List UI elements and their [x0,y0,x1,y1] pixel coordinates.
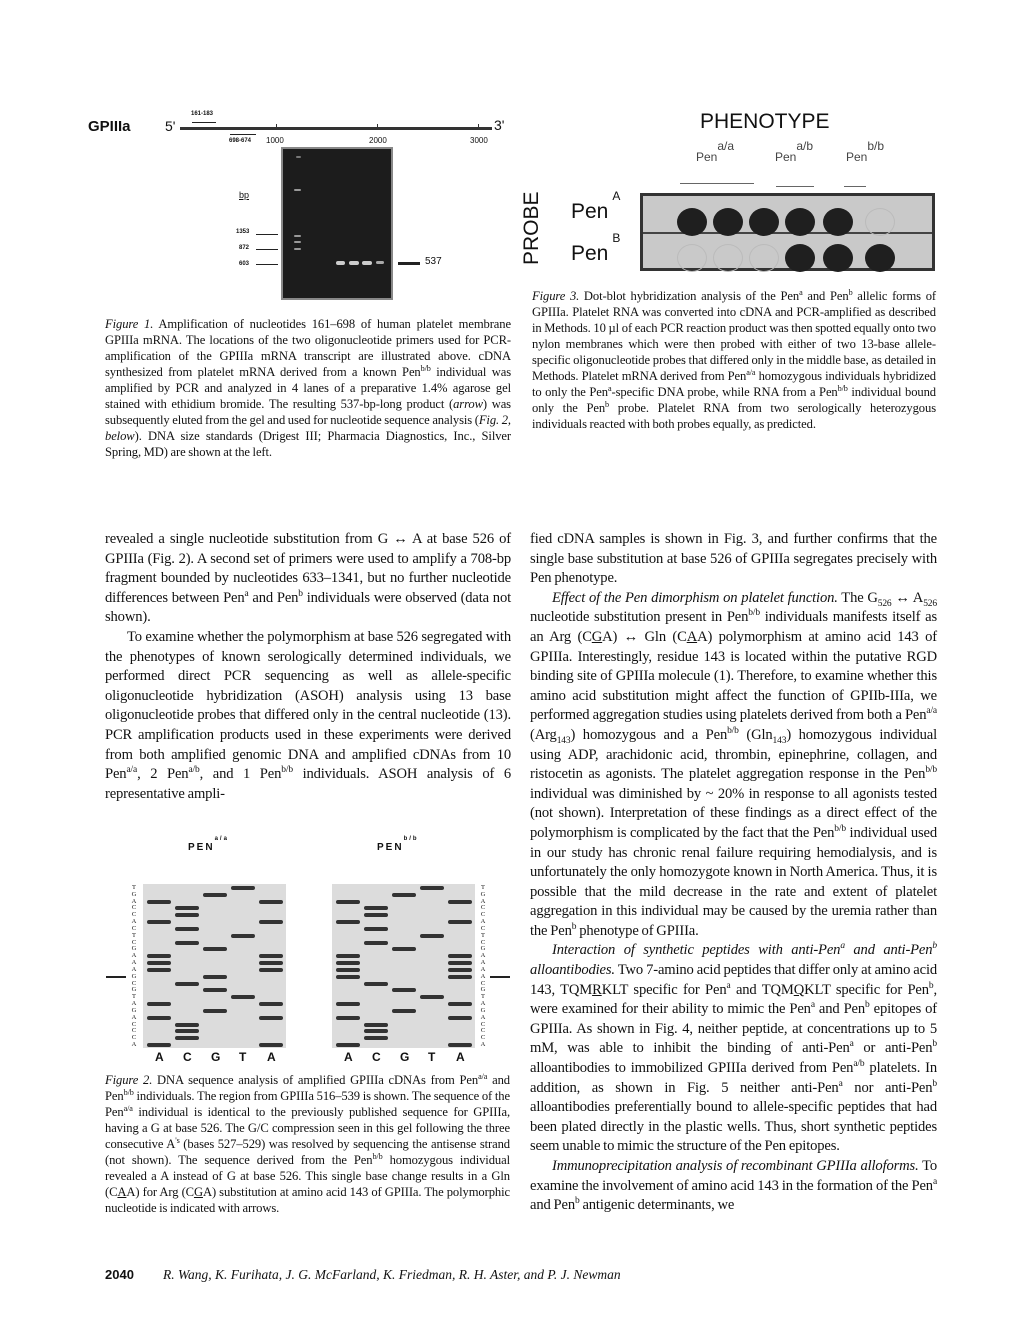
hybridization-dot [677,208,707,236]
hybridization-dot [865,244,895,272]
sequence-band [392,947,416,951]
phenotype-title: PHENOTYPE [700,110,830,133]
sequence-band [392,1009,416,1013]
sequence-letter: G [131,972,137,980]
sequence-band [203,1009,227,1013]
figure-1-caption: Figure 1. Amplification of nucleotides 161–698 of human platelet membrane GPIIIa mRNA. The locations of the two oligonucleotide primers used for PCR-amplification of the GPIIIa mRNA transcript are illustrated above. cDNA synthesized from platelet mRNA derived from a known Pen$^{b/b}$ individual was amplified by PCR and analyzed in 4 lanes of a preparative 1.4% agarose gel stained with ethidium bromide. The resulting 537-bp-long product (arrow) was subsequently eluted from the gel and used for nucleotide sequence analysis (Fig. 2, below). DNA size standards (Drigest III; Pharmacia Diagnostics, Inc., Silver Spring, MD) are shown at the left. [105,317,512,459]
sequencing-gel [143,884,286,1048]
sequence-letter: A [480,1013,486,1021]
size-marker: 1353 [236,229,250,235]
sequence-letter: T [132,931,136,939]
sequence-letter: T [481,931,485,939]
lane-label: G [211,1050,221,1064]
sequence-letter: T [481,993,485,1001]
figure-2-caption: Figure 2. DNA sequence analysis of amplified GPIIIa cDNAs from Pen$^{a/a}$ and Pen$^{b/b}$ individuals. The region from GPIIIa 516–539 is shown. The sequence of the Pen$^{a/a}$ individual is identical to the previously published sequence for GPIIIa, having a G at base 526. The G/C compression seen in this gel following the three consecutive $A^{'s}$ (bases 527–529) was resolved by sequencing the antisense strand (not shown). The sequence derived from the Pen$^{b/b}$ homozygous individual revealed a A instead of G at base 526. This single base change results in a Gln (CAA) for Arg (CGA) substitution at amino acid 143 of GPIIIa. The polymorphic nucleotide is indicated with arrows. [105,1071,511,1215]
sequence-letter: A [480,1000,486,1008]
phenotype-label: Pen$^{a/a}$ [696,139,735,164]
sequence-letter: A [131,918,137,926]
probe-a-label: Pen$^A$ [571,189,621,223]
sequence-band [336,961,360,965]
sequence-band [448,968,472,972]
sequence-letter: C [480,904,486,912]
lane-label: C [183,1050,192,1064]
sequence-band [203,975,227,979]
paragraph: Immunoprecipitation analysis of recombinant GPIIIa alloforms. To examine the involvement of amino acid 143 in the formation of the Pen$^a$ and Pen$^b$ antigenic determinants, we [530,1158,937,1214]
sequence-band [392,893,416,897]
probe-b-label: Pen$^B$ [571,231,621,265]
sequence-letter: A [480,965,486,973]
sequence-letter: G [480,1006,486,1014]
sequence-letter: G [131,986,137,994]
panel-title: $PEN^{a/a}$ [188,835,229,853]
sequence-band [147,1043,171,1047]
sequence-letter: G [131,890,137,898]
paragraph: fied cDNA samples is shown in Fig. 3, and further confirms that the single base substitution at base 526 of GPIIIa segregates precisely with Pen phenotype. [530,531,937,587]
sequence-band [147,900,171,904]
sequence-band [448,954,472,958]
hybridization-dot [785,244,815,272]
five-prime-label: 5' [165,118,176,134]
page-footer [105,1266,945,1284]
sequence-band [364,1023,388,1027]
sequence-letter: C [480,924,486,932]
paragraph: To examine whether the polymorphism at base 526 segregated with the phenotypes of known serologically determined individuals, we performed direct PCR sequencing as well as allele-specific oligonucleotide hybridization (ASOH) analysis using 13 base oligonucleotide probes that differed only in the central nucleotide (13). PCR amplification products used in these experiments were derived from both amplified genomic DNA and amplified cDNAs from 10 Pen$^{a/a}$, 2 Pen$^{a/b}$, and 1 Pen$^{b/b}$ individuals. ASOH analysis of 6 representative ampli- [105,628,512,802]
sequence-band [175,1023,199,1027]
hybridization-dot [677,244,707,272]
bp-label: bp [239,190,250,200]
sequence-band [203,947,227,951]
sequence-letter: A [131,897,137,905]
sequence-letter: A [480,1041,486,1048]
sequence-band [364,982,388,986]
scale-tick: 2000 [369,136,387,145]
sequence-band [147,920,171,924]
sequence-letter: C [131,938,137,946]
sequence-band [231,886,255,890]
sequence-band [336,1002,360,1006]
gene-label: GPIIIa [88,118,131,135]
sequence-letter: G [480,890,486,898]
sequence-band [175,927,199,931]
lane-label: A [344,1050,353,1064]
body-right-column [530,530,937,1216]
product-arrow [398,262,420,265]
figure-3-caption: Figure 3. Dot-blot hybridization analysis of the Pen$^a$ and Pen$^b$ allelic forms of GPIIIa. Platelet RNA was converted into cDNA and PCR-amplified as described in Methods. 10 µl of each PCR reaction product was then spotted equally onto two nylon membranes which were then probed with either of two 13-base allele-specific oligonucleotide probes that differed only in the middle base, as detailed in Methods. Platelet mRNA derived from Pen$^{a/a}$ homozygous individuals hybridized to only the Pen$^a$-specific DNA probe, while RNA from a Pen$^{b/b}$ individual bound only the Pen$^b$ probe. Platelet RNA from two serologically heterozygous individuals reacted with both probes equally, as predicted. [532,287,936,431]
sequence-band [175,913,199,917]
sequence-band [259,961,283,965]
sequence-letter: C [131,911,137,919]
sequence-letter: C [480,1020,486,1028]
forward-primer-label: 161-183 [191,111,214,117]
sequence-band [147,1002,171,1006]
polymorphism-arrow [106,976,126,978]
sequence-letter: A [480,918,486,926]
sequence-band [147,954,171,958]
sequence-band [420,886,444,890]
sequence-band [448,975,472,979]
hybridization-dot [823,244,853,272]
phenotype-label: Pen$^{a/b}$ [775,139,814,164]
sequence-letter: A [131,965,137,973]
sequence-band [336,1016,360,1020]
size-marker: 603 [239,261,250,267]
sequence-band [147,1016,171,1020]
lane-label: A [267,1050,276,1064]
lane-label: T [428,1050,436,1064]
paragraph: Interaction of synthetic peptides with anti-Pen$^a$ and anti-Pen$^b$ alloantibodies. Two 7-amino acid peptides that differ only at amino acid 143, TQMRKLT specific for Pen$^a$ and TQMQKLT specific for Pen$^b$, were examined for their ability to mimic the Pen$^a$ and Pen$^b$ epitopes of GPIIIa. As shown in Fig. 4, neither peptide, at concentrations up to 5 mM, was able to inhibit the binding of anti-Pen$^a$ or anti-Pen$^b$ alloantibodies to immobilized GPIIIa derived from Pen$^{a/b}$ platelets. In addition, as shown in Fig. 5 neither anti-Pen$^a$ nor anti-Pen$^b$ alloantibodies preferentially bound to allele-specific peptides that had been plated directly in the plastic wells. Thus, short synthetic peptides seem unable to mimic the structure of the Pen epitopes. [530,941,938,1155]
sequence-band [364,913,388,917]
sequence-letter: C [480,911,486,919]
product-label: 537 [425,256,442,267]
size-marker: 872 [239,245,250,251]
sequencing-gel [332,884,475,1048]
hybridization-dot [713,208,743,236]
paragraph: Effect of the Pen dimorphism on platelet function. The $G_{526}$ ↔ $A_{526}$ nucleotide substitution present in Pen$^{b/b}$ individuals manifests itself as an Arg (CGA) ↔ Gln (CAA) polymorphism at amino acid 143 of GPIIIa. Interestingly, residue 143 is located within the putative RGD binding site of GPIIIa molecule (1). Therefore, to examine whether this amino acid substitution might affect the function of GPIIb-IIIa, we performed aggregation studies using platelets derived from both a Pen$^{a/a}$ (Arg$_{143}$) homozygous and a Pen$^{b/b}$ (Gln$_{143}$) homozygous individual using ADP, arachidonic acid, thrombin, epinephrine, collagen, and ristocetin as agonists. The platelet aggregation response in the Pen$^{b/b}$ individual was diminished by ~ 20% in response to all agonists tested (not shown). Interpretation of these findings as a direct effect of the polymorphism is complicated by the fact that the Pen$^{b/b}$ individual used in our study has chronic renal failure requiring hemodialysis, and is unfortunately the only homozygote known in North America. Thus, it is possible that the mild decrease in the rate and extent of platelet aggregation in this individual may be caused by the uremia rather than the Pen$^b$ phenotype of GPIIIa. [530,589,937,939]
sequence-band [259,954,283,958]
probe-label: PROBE [520,191,543,265]
sequence-band [231,995,255,999]
sequence-band [259,1043,283,1047]
sequence-band [420,995,444,999]
hybridization-dot [865,208,895,236]
sequence-letter: G [131,945,137,953]
forward-primer-arrow [192,122,216,123]
sequence-band [364,1036,388,1040]
sequence-letter: C [131,979,137,987]
agarose-gel [281,147,393,300]
sequence-letter: C [131,904,137,912]
sequence-band [203,988,227,992]
author-line: R. Wang, K. Furihata, J. G. McFarland, K. Friedman, R. H. Aster, and P. J. Newman [163,1267,621,1282]
sequence-band [448,1016,472,1020]
sequence-letter: C [131,1027,137,1035]
reverse-primer-label: 698-674 [229,138,252,144]
sequence-letter: A [480,959,486,967]
panel-title: $PEN^{b/b}$ [377,835,419,853]
sequence-band [175,982,199,986]
sequence-letter: G [131,1006,137,1014]
sequence-band [336,920,360,924]
sequence-band [364,906,388,910]
sequence-band [175,1029,199,1033]
sequence-band [147,961,171,965]
sequence-letter: A [131,959,137,967]
reverse-primer-arrow [230,134,256,135]
sequence-letter: C [480,979,486,987]
sequence-letter: C [131,1020,137,1028]
hybridization-dot [749,244,779,272]
sequence-band [175,941,199,945]
sequence-letter: T [481,884,485,891]
sequence-band [259,920,283,924]
sequence-band [259,900,283,904]
sequence-band [336,968,360,972]
sequence-band [175,1036,199,1040]
lane-label: A [456,1050,465,1064]
dot-blot-membrane [640,193,935,271]
sequence-letter: G [480,986,486,994]
paragraph: revealed a single nucleotide substitution from G ↔ A at base 526 of GPIIIa (Fig. 2). A second set of primers were used to amplify a 708-bp fragment bounded by nucleotides 633–1341, but no further nucleotide differences between Pen$^a$ and Pen$^b$ individuals were observed (data not shown). [105,531,511,626]
sequence-band [420,934,444,938]
lane-label: G [400,1050,410,1064]
sequence-letter: T [132,884,136,891]
sequence-letter: A [480,897,486,905]
hybridization-dot [785,208,815,236]
three-prime-label: 3' [494,117,505,133]
page-number: 2040 [105,1267,134,1282]
sequence-band [259,1016,283,1020]
sequence-band [259,968,283,972]
sequence-letter: A [480,972,486,980]
sequence-letter: T [132,993,136,1001]
lane-label: A [155,1050,164,1064]
sequence-letter: A [131,1013,137,1021]
sequence-band [364,1029,388,1033]
polymorphism-arrow [490,976,510,978]
body-left-column [105,530,511,804]
sequence-band [336,1043,360,1047]
sequence-letter: A [131,952,137,960]
sequence-letter: C [480,1034,486,1042]
sequence-band [175,906,199,910]
sequence-letter: C [480,1027,486,1035]
sequence-letter: G [480,945,486,953]
sequence-letter: C [131,1034,137,1042]
sequence-band [336,900,360,904]
hybridization-dot [749,208,779,236]
sequence-band [448,920,472,924]
sequence-band [448,900,472,904]
lane-label: T [239,1050,247,1064]
sequence-band [364,927,388,931]
sequence-band [259,1002,283,1006]
lane-label: C [372,1050,381,1064]
hybridization-dot [823,208,853,236]
sequence-letter: C [480,938,486,946]
sequence-band [336,975,360,979]
scale-tick: 1000 [266,136,284,145]
sequence-band [448,1002,472,1006]
scale-tick: 3000 [470,136,488,145]
sequence-letter: A [480,952,486,960]
hybridization-dot [713,244,743,272]
sequence-band [203,893,227,897]
sequence-band [336,954,360,958]
phenotype-label: Pen$^{b/b}$ [846,139,885,164]
sequence-band [448,961,472,965]
sequence-band [392,988,416,992]
sequence-band [147,968,171,972]
sequence-band [364,941,388,945]
sequence-letter: C [131,924,137,932]
sequence-letter: A [131,1041,137,1048]
sequence-band [231,934,255,938]
sequence-letter: A [131,1000,137,1008]
mrna-line [180,127,492,130]
sequence-band [448,1043,472,1047]
